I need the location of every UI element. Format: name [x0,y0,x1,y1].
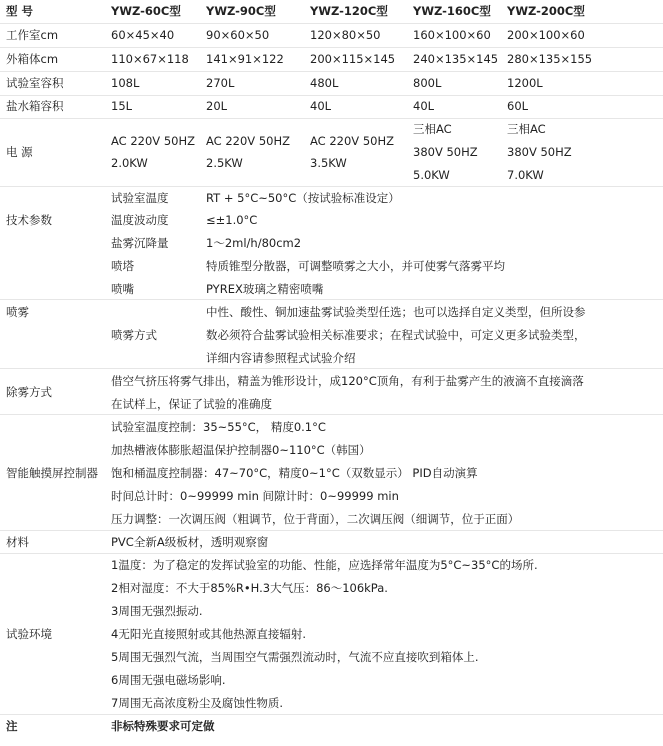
environment-line: 4无阳光直接照射或其他热源直接辐射. [111,627,306,641]
row-label-brine-volume: 盐水箱容积 [6,99,64,113]
power-60c-supply: AC 220V 50HZ [111,134,195,148]
row-label-cabinet: 外箱体cm [6,52,59,66]
defog-line: 借空气挤压将雾气排出，精盖为锥形设计，成120°C顶角，有利于盐雾产生的液滴不直接滴落 [111,374,584,388]
environment-line: 7周围无高浓度粉尘及腐蚀性物质. [111,696,283,710]
row-label-power: 电 源 [6,145,33,159]
cell-chamber-200c: 200×100×60 [507,28,585,42]
section-label-environment: 试验环境 [6,627,52,641]
power-200c-supply: 380V 50HZ [507,145,572,159]
tech-item-name: 盐雾沉降量 [111,236,169,250]
controller-line: 压力调整：一次调压阀（粗调节，位于背面），二次调压阀（细调节，位于正面） [111,512,520,526]
spray-method-line: 中性、酸性、铜加速盐雾试验类型任选；也可以选择自定义类型，但所设参 [206,305,586,319]
separator [0,553,663,554]
cell-brine-160c: 40L [413,99,435,113]
section-label-touch-controller: 智能触摸屏控制器 [6,466,98,480]
separator [0,299,663,300]
cell-brine-90c: 20L [206,99,228,113]
section-label-tech: 技术参数 [6,213,52,227]
tech-item-name: 试验室温度 [111,191,169,205]
material-value: PVC全新A级板材，透明观察窗 [111,535,269,549]
controller-line: 试验室温度控制：35~55°C， 精度0.1°C [111,420,326,434]
environment-line: 3周围无强烈振动. [111,604,203,618]
tech-item-value: RT + 5°C~50°C（按试验标准设定） [206,191,400,205]
model-ywz-200c: YWZ-200C型 [507,4,585,18]
spray-method-line: 数必须符合盐雾试验相关标准要求；在程式试验中，可定义更多试验类型， [206,328,586,342]
cell-cabinet-90c: 141×91×122 [206,52,284,66]
tech-item-name: 温度波动度 [111,213,169,227]
tech-item-value: 1～2ml/h/80cm2 [206,236,302,250]
cell-volume-120c: 480L [310,76,339,90]
controller-line: 饱和桶温度控制器：47~70°C，精度0~1°C（双数显示） PID自动演算 [111,466,478,480]
cell-brine-200c: 60L [507,99,529,113]
model-ywz-160c: YWZ-160C型 [413,4,491,18]
cell-volume-60c: 108L [111,76,140,90]
separator [0,714,663,715]
cell-cabinet-200c: 280×135×155 [507,52,593,66]
environment-line: 5周围无强烈气流，当周围空气需强烈流动时，气流不应直接吹到箱体上. [111,650,479,664]
cell-chamber-120c: 120×80×50 [310,28,381,42]
controller-line: 加热槽液体膨胀超温保护控制器0~110°C（韩国） [111,443,371,457]
environment-line: 2相对湿度：不大于85%R•H.3大气压：86～106kPa. [111,581,388,595]
cell-brine-60c: 15L [111,99,133,113]
separator [0,71,663,72]
cell-cabinet-160c: 240×135×145 [413,52,499,66]
cell-chamber-60c: 60×45×40 [111,28,175,42]
separator [0,47,663,48]
cell-brine-120c: 40L [310,99,332,113]
section-label-defog: 除雾方式 [6,385,52,399]
power-60c-rating: 2.0KW [111,156,148,170]
model-ywz-120c: YWZ-120C型 [310,4,388,18]
controller-line: 时间总计时：0~99999 min 间隙计时：0~99999 min [111,489,399,503]
tech-item-name: 喷塔 [111,259,134,273]
separator [0,118,663,119]
power-160c-rating: 5.0KW [413,168,450,182]
separator [0,95,663,96]
model-ywz-60c: YWZ-60C型 [111,4,181,18]
cell-chamber-160c: 160×100×60 [413,28,491,42]
tech-item-value: 特质锥型分散器，可调整喷雾之大小，并可使雾气落雾平均 [206,259,505,273]
cell-volume-200c: 1200L [507,76,543,90]
separator [0,23,663,24]
power-90c-rating: 2.5KW [206,156,243,170]
note-value: 非标特殊要求可定做 [111,719,215,733]
model-label: 型 号 [6,4,34,18]
note-label: 注 [6,719,18,733]
cell-volume-90c: 270L [206,76,235,90]
tech-item-name: 喷嘴 [111,282,134,296]
tech-item-value: PYREX玻璃之精密喷嘴 [206,282,324,296]
separator [0,186,663,187]
tech-item-value: ≤±1.0°C [206,213,258,227]
power-200c-rating: 7.0KW [507,168,544,182]
row-label-test-volume: 试验室容积 [6,76,64,90]
defog-line: 在试样上，保证了试验的准确度 [111,397,272,411]
power-200c-phase: 三相AC [507,122,546,136]
power-160c-phase: 三相AC [413,122,452,136]
cell-chamber-90c: 90×60×50 [206,28,270,42]
section-label-spray: 喷雾 [6,305,29,319]
spray-method-label: 喷雾方式 [111,328,157,342]
separator [0,368,663,369]
separator [0,414,663,415]
power-90c-supply: AC 220V 50HZ [206,134,290,148]
environment-line: 1温度：为了稳定的发挥试验室的功能、性能，应选择常年温度为5°C~35°C的场所. [111,558,538,572]
cell-cabinet-120c: 200×115×145 [310,52,396,66]
section-label-material: 材料 [6,535,29,549]
power-120c-rating: 3.5KW [310,156,347,170]
model-ywz-90c: YWZ-90C型 [206,4,276,18]
cell-volume-160c: 800L [413,76,442,90]
environment-line: 6周围无强电磁场影响. [111,673,226,687]
spray-method-line: 详细内容请参照程式试验介绍 [206,351,356,365]
cell-cabinet-60c: 110×67×118 [111,52,189,66]
power-160c-supply: 380V 50HZ [413,145,478,159]
separator [0,530,663,531]
row-label-chamber: 工作室cm [6,28,59,42]
power-120c-supply: AC 220V 50HZ [310,134,394,148]
